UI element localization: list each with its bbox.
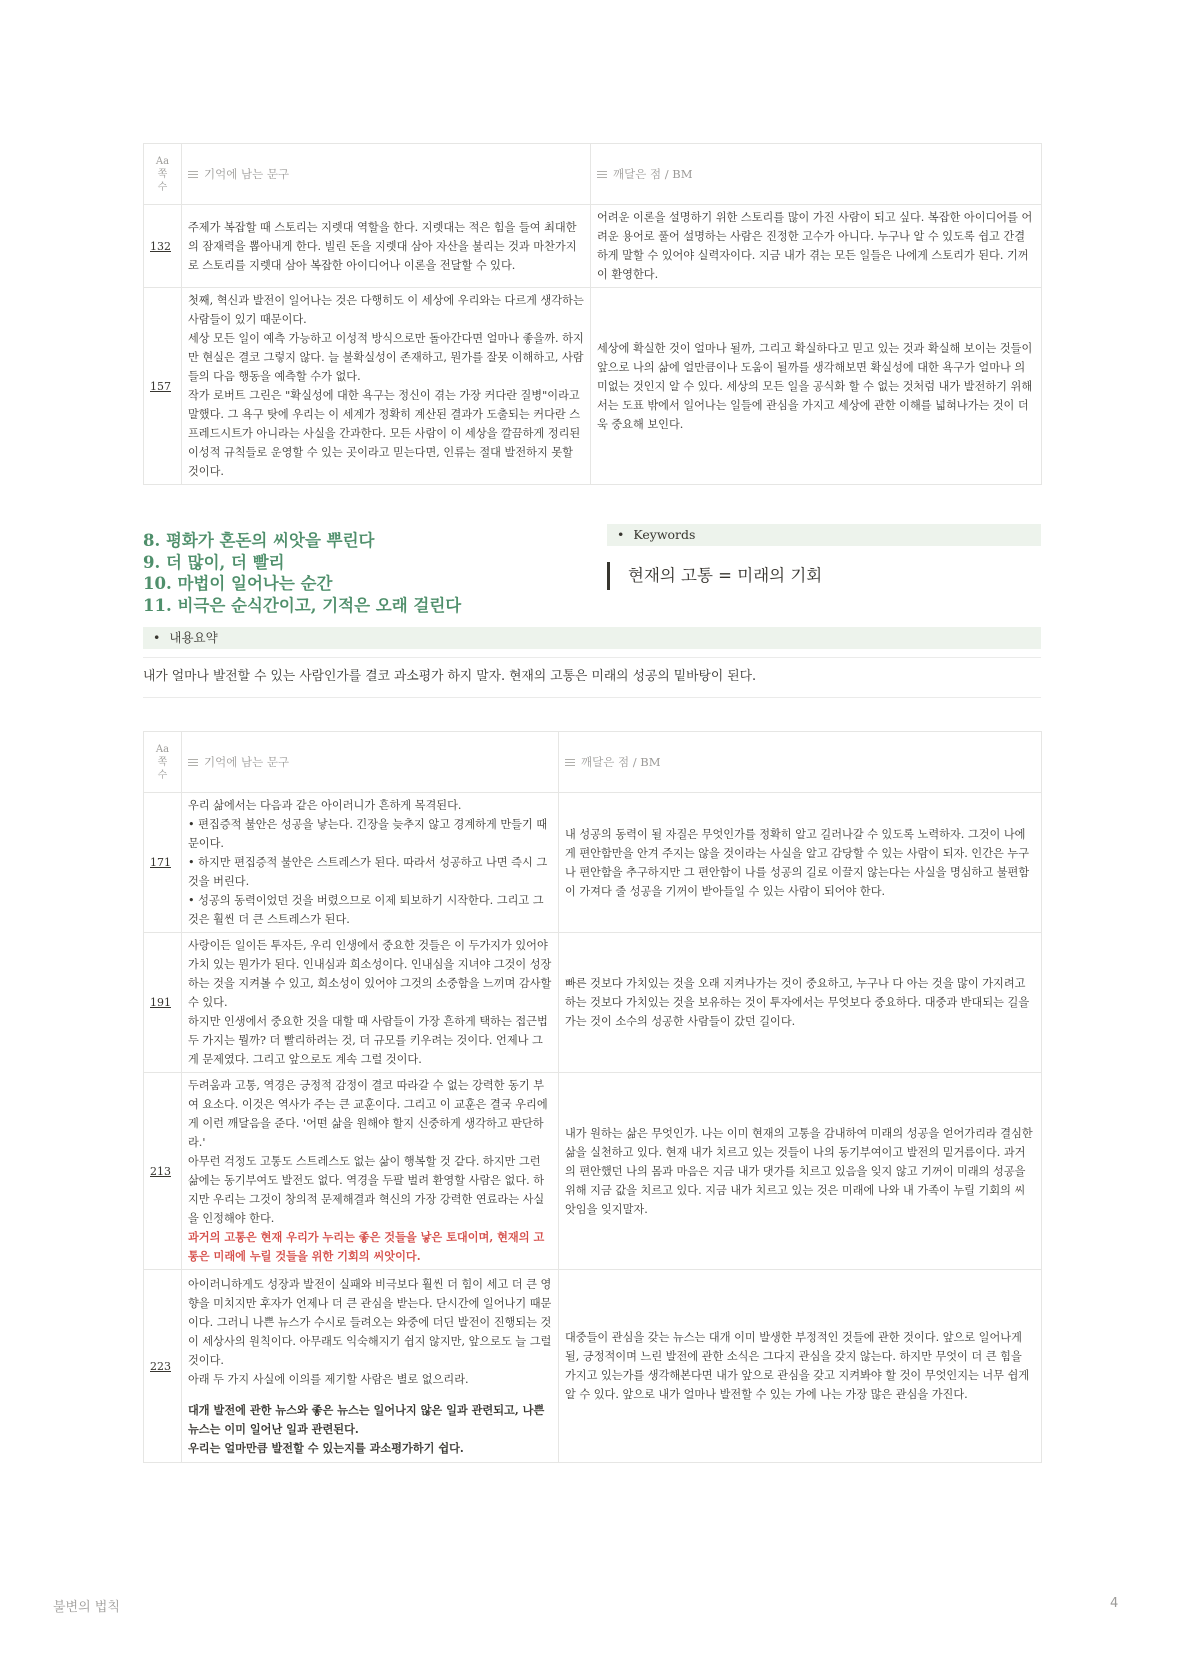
table-row[interactable] [144, 1073, 1042, 1270]
quote-cell [182, 1073, 559, 1270]
quote-cell: 주제가 복잡할 때 스토리는 지렛대 역할을 한다. 지렛대는 적은 힘을 들여 최대한의 잠재력을 뽑아내게 한다. 빌린 돈을 지렛대 삼아 자산을 불리는 것과 마찬가지로 스토리를 지렛대 삼아 복잡한 아이디어나 이론을 전달할 수 있다. [182, 205, 591, 288]
aa-label: Aa [155, 155, 170, 167]
table-row[interactable] [144, 933, 1042, 1073]
table-header [144, 144, 1042, 205]
table-row[interactable] [144, 288, 1042, 485]
insight-cell: 내 성공의 동력이 될 자질은 무엇인가를 정확히 알고 길러나갈 수 있도록 노력하자. 그것이 나에게 편안함만을 안겨 주지는 않을 것이라는 사실을 알고 감당할 수 있는 사람이 되자. 인간은 누구나 편안함을 추구하지만 그 편안함이 나를 성공의 길로 이끌지 않는다는 사실을 명심하고 불편함이 가져다 줄 성공을 기꺼이 받아들일 수 있는 사람이 되어야 한다. [559, 793, 1042, 933]
keyword-quote: 현재의 고통 = 미래의 기회 [607, 562, 822, 590]
bullet-icon: • [617, 527, 625, 542]
page-number-cell[interactable]: 132 [144, 205, 182, 288]
chapter-title: 10. 마법이 일어나는 순간 [143, 574, 333, 593]
spacer [188, 1389, 552, 1401]
summary-toggle[interactable] [143, 627, 1041, 649]
text-property-icon [188, 171, 198, 179]
quote-text: 아이러니하게도 성장과 발전이 실패와 비극보다 훨씬 더 힘이 세고 더 큰 영향을 미치지만 후자가 언제나 더 큰 관심을 받는다. 단시간에 일어나기 때문이다. 그러니 나쁜 뉴스가 수시로 들려오는 와중에 더딘 발전이 진행되는 것이 세상사의 원칙이다. 아무래도 익숙해지기 쉽지 않지만, 앞으로도 늘 그럴 것이다. 아래 두 가지 사실에 이의를 제기할 사람은 별로 없으리라. [188, 1277, 552, 1386]
page-column-label: 쪽 수 [157, 168, 168, 193]
table-header [144, 732, 1042, 793]
page-column-header [144, 144, 182, 205]
chapter-title: 8. 평화가 혼돈의 씨앗을 뿌린다 [143, 531, 375, 550]
insight-cell: 대중들이 관심을 갖는 뉴스는 대개 이미 발생한 부정적인 것들에 관한 것이다. 앞으로 일어나게 될, 긍정적이며 느린 발전에 관한 소식은 그다지 관심을 갖지 않는다. 하지만 무엇이 더 큰 힘을 가지고 있는가를 생각해본다면 내가 앞으로 관심을 갖고 지켜봐야 할 것이 무엇인지는 너무 쉽게 알 수 있다. 앞으로 내가 얼마나 발전할 수 있는 가에 나는 가장 많은 관심을 가진다. [559, 1270, 1042, 1463]
insight-cell: 내가 원하는 삶은 무엇인가. 나는 이미 현재의 고통을 감내하여 미래의 성공을 얻어가리라 결심한 삶을 실천하고 있다. 현재 내가 치르고 있는 것들이 나의 동기부여이고 발전의 밑거름이다. 과거의 편안했던 나의 몸과 마음은 지금 내가 댓가를 치르고 있음을 잊지 않고 기꺼이 미래의 성공을 위해 지금 값을 치르고 있다. 지금 내가 치르고 있는 것은 미래에 나와 내 가족이 누릴 기회의 씨앗임을 잊지말자. [559, 1073, 1042, 1270]
page-number-cell[interactable]: 191 [144, 933, 182, 1073]
page-number-cell[interactable]: 157 [144, 288, 182, 485]
quote-cell: 첫째, 혁신과 발전이 일어나는 것은 다행히도 이 세상에 우리와는 다르게 생각하는 사람들이 있기 때문이다. 세상 모든 일이 예측 가능하고 이성적 방식으로만 돌아간다면 얼마나 좋을까. 하지만 현실은 결코 그렇지 않다. 늘 불확실성이 존재하고, 뭔가를 잘못 이해하고, 사람들의 다음 행동을 예측할 수가 없다. 작가 로버트 그린은 "확실성에 대한 욕구는 정신이 겪는 가장 커다란 질병"이라고 말했다. 그 욕구 탓에 우리는 이 세계가 정확히 계산된 결과가 도출되는 커다란 스프레드시트가 아니라는 사실을 간과한다. 모든 사람이 이 세상을 깔끔하게 정리된 이성적 규칙들로 운영할 수 있는 곳이라고 믿는다면, 인류는 절대 발전하지 못할 것이다. [182, 288, 591, 485]
summary-text: 내가 얼마나 발전할 수 있는 사람인가를 결코 과소평가 하지 말자. 현재의 고통은 미래의 성공의 밑바탕이 된다. [143, 657, 1041, 698]
bullet-icon: • [153, 630, 161, 645]
page-number-cell[interactable]: 213 [144, 1073, 182, 1270]
quote-cell: 사랑이든 일이든 투자든, 우리 인생에서 중요한 것들은 이 두가지가 있어야 가치 있는 뭔가가 된다. 인내심과 희소성이다. 인내심을 지녀야 그것이 성장하는 것을 지켜볼 수 있고, 희소성이 있어야 그것의 소중함을 느끼며 감사할 수 있다. 하지만 인생에서 중요한 것을 대할 때 사람들이 가장 흔하게 택하는 접근법 두 가지는 뭘까? 더 빨리하려는 것, 더 규모를 키우려는 것이다. 언제나 그게 문제였다. 그리고 앞으로도 계속 그럴 것이다. [182, 933, 559, 1073]
quote-text: 두려움과 고통, 역경은 긍정적 감정이 결코 따라갈 수 없는 강력한 동기 부여 요소다. 이것은 역사가 주는 큰 교훈이다. 그리고 이 교훈은 결국 우리에게 이런 깨달음을 준다. '어떤 삶을 원해야 할지 신중하게 생각하고 판단하라.' 아무런 걱정도 고통도 스트레스도 없는 삶이 행복할 것 같다. 하지만 그런 삶에는 동기부여도 발전도 없다. 역경을 두팔 벌려 환영할 사람은 없다. 하지만 우리는 그것이 창의적 문제해결과 혁신의 가장 강력한 연료라는 사실을 인정해야 한다. [188, 1079, 548, 1225]
bold-quote: 대개 발전에 관한 뉴스와 좋은 뉴스는 일어나지 않은 일과 관련되고, 나쁜 뉴스는 이미 일어난 일과 관련된다. 우리는 얼마만큼 발전할 수 있는지를 과소평가하기 쉽다. [188, 1402, 545, 1455]
quote-cell [182, 1270, 559, 1463]
footer-page-number: 4 [1110, 1596, 1119, 1611]
insight-cell: 빠른 것보다 가치있는 것을 오래 지켜나가는 것이 중요하고, 누구나 다 아는 것을 많이 가지려고 하는 것보다 가치있는 것을 보유하는 것이 투자에서는 무엇보다 중요하다. 대중과 반대되는 길을 가는 것이 소수의 성공한 사람들이 갔던 길이다. [559, 933, 1042, 1073]
keywords-toggle[interactable] [607, 524, 1041, 546]
summary-label: 내용요약 [169, 630, 218, 645]
page-number-cell[interactable]: 171 [144, 793, 182, 933]
page-column-label: 쪽 수 [157, 756, 168, 781]
insight-cell: 어려운 이론을 설명하기 위한 스토리를 많이 가진 사람이 되고 싶다. 복잡한 아이디어를 어려운 용어로 풀어 설명하는 사람은 진정한 고수가 아니다. 누구나 알 수 있도록 쉽고 간결하게 말할 수 있어야 실력자이다. 지금 내가 겪는 모든 일들은 나에게 스토리가 된다. 기꺼이 환영한다. [591, 205, 1042, 288]
text-property-icon [188, 759, 198, 767]
notes-table-1 [143, 143, 1042, 485]
table-row[interactable] [144, 793, 1042, 933]
page-number-cell[interactable]: 223 [144, 1270, 182, 1463]
insight-column-header: 깨달은 점 / BM [591, 144, 1042, 205]
highlighted-quote: 과거의 고통은 현재 우리가 누리는 좋은 것들을 낳은 토대이며, 현재의 고통은 미래에 누릴 것들을 위한 기회의 씨앗이다. [188, 1230, 545, 1263]
insight-column-header: 깨달은 점 / BM [559, 732, 1042, 793]
insight-cell: 세상에 확실한 것이 얼마나 될까, 그리고 확실하다고 믿고 있는 것과 확실해 보이는 것들이 앞으로 나의 삶에 얼만큼이나 도움이 될까를 생각해보면 확실성에 대한 욕구가 얼마나 의미없는 것인지 알 수 있다. 세상의 모든 일을 공식화 할 수 없는 것처럼 내가 발전하기 위해서는 도표 밖에서 일어나는 일들에 관심을 가지고 세상에 관한 이해를 넓혀나가는 것이 더욱 중요해 보인다. [591, 288, 1042, 485]
table-row[interactable] [144, 205, 1042, 288]
keywords-label: Keywords [633, 527, 696, 542]
quote-column-header: 기억에 남는 문구 [182, 732, 559, 793]
text-property-icon [565, 759, 575, 767]
footer-book-title: 불변의 법칙 [53, 1600, 120, 1615]
page-column-header [144, 732, 182, 793]
chapter-title: 9. 더 많이, 더 빨리 [143, 552, 285, 572]
quote-column-header: 기억에 남는 문구 [182, 144, 591, 205]
table-row[interactable] [144, 1270, 1042, 1463]
text-property-icon [597, 171, 607, 179]
chapter-list [143, 530, 461, 616]
chapter-title: 11. 비극은 순식간이고, 기적은 오래 걸린다 [143, 595, 462, 615]
aa-label: Aa [155, 743, 170, 755]
quote-cell: 우리 삶에서는 다음과 같은 아이러니가 흔하게 목격된다. • 편집증적 불안은 성공을 낳는다. 긴장을 늦추지 않고 경계하게 만들기 때문이다. • 하지만 편집증적 불안은 스트레스가 된다. 따라서 성공하고 나면 즉시 그것을 버린다. • 성공의 동력이었던 것을 버렸으므로 이제 퇴보하기 시작한다. 그리고 그것은 훨씬 더 큰 스트레스가 된다. [182, 793, 559, 933]
notes-table-2 [143, 731, 1042, 1463]
